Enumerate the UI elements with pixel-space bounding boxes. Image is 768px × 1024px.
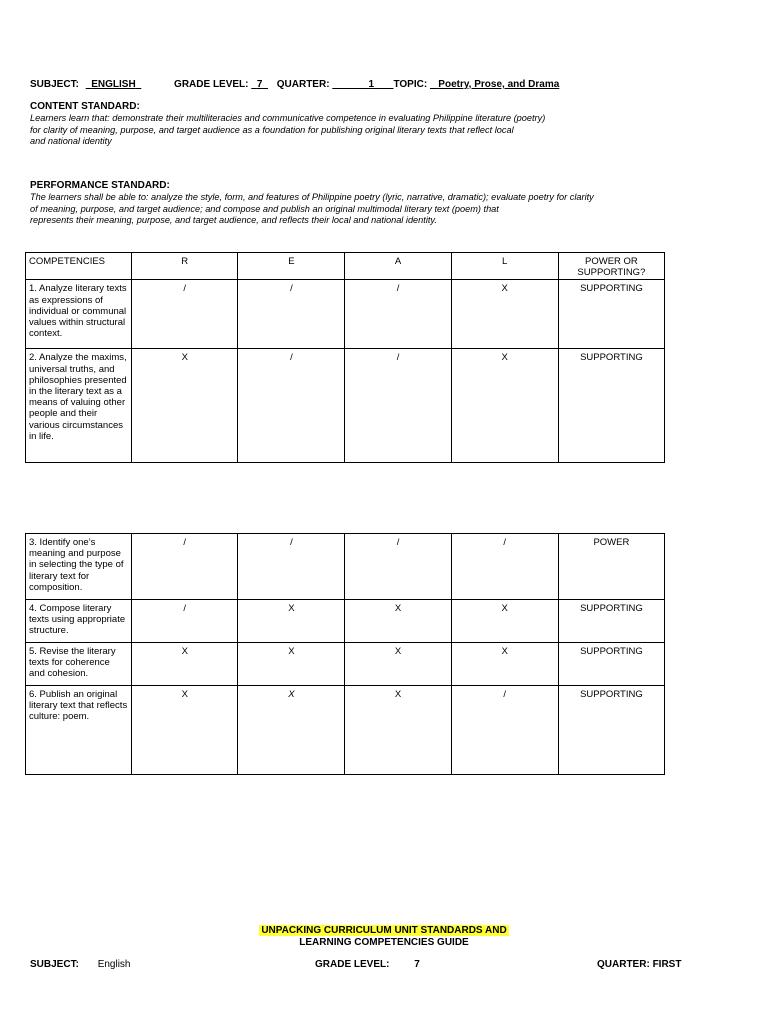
quarter-label: QUARTER: [276,79,330,90]
a-cell: X [345,600,451,643]
table-row [26,534,665,600]
topic-value: Poetry, Prose, and Drama [438,79,560,90]
quarter-value: 1 [368,79,374,90]
a-cell: X [345,643,451,686]
performance-standard-line: The learners shall be able to: analyze the style, form, and features of Philippine poetry (lyric, narrative, dramatic); evaluate poetry for clarity [30,192,594,202]
e-cell: / [238,534,345,600]
l-cell: X [451,280,558,349]
table-row [26,349,665,463]
e-cell: X [238,686,345,775]
subject-value: ENGLISH [91,79,136,90]
footer-grade-label: GRADE LEVEL: [315,959,390,970]
competency-cell: 2. Analyze the maxims, universal truths, and philosophies presented in the literary text as a means of valuing other people and their various circumstances in life. [26,349,132,463]
competency-cell: 6. Publish an original literary text that reflects culture: poem. [26,686,132,775]
r-cell: / [132,534,238,600]
r-cell: X [132,349,238,463]
content-standard-line: and national identity [30,136,112,146]
header-e: E [238,253,345,280]
e-cell: / [238,349,345,463]
header-a: A [345,253,451,280]
footer-subject-label: SUBJECT: [30,959,79,970]
type-cell: SUPPORTING [558,686,664,775]
type-cell: SUPPORTING [558,600,664,643]
competency-cell: 4. Compose literary texts using appropriate structure. [26,600,132,643]
footer-title [0,925,768,949]
e-cell: X [238,600,345,643]
r-cell: X [132,686,238,775]
competency-cell: 1. Analyze literary texts as expressions of individual or communal values within structural context. [26,280,132,349]
content-standard-line: for clarity of meaning, purpose, and target audience as a foundation for publishing original literary texts that reflect local [30,124,514,135]
type-cell: SUPPORTING [558,280,664,349]
e-cell: / [238,280,345,349]
grade-value: 7 [256,79,263,90]
competency-cell: 3. Identify one’s meaning and purpose in selecting the type of literary text for composition. [26,534,132,600]
a-cell: X [345,686,451,775]
subject-label: SUBJECT: [30,79,79,90]
topic-label: TOPIC: [393,79,428,90]
content-standard-text [30,113,670,148]
l-cell: X [451,600,558,643]
l-cell: / [451,686,558,775]
r-cell: / [132,280,238,349]
r-cell: X [132,643,238,686]
header-r: R [132,253,238,280]
footer-title-line2: LEARNING COMPETENCIES GUIDE [299,937,469,948]
footer-grade-value: 7 [414,959,420,970]
l-cell: X [451,349,558,463]
type-cell: SUPPORTING [558,349,664,463]
footer-grade [315,959,420,970]
competency-cell: 5. Revise the literary texts for coherence and cohesion. [26,643,132,686]
performance-standard-title: PERFORMANCE STANDARD: [30,180,170,191]
competency-table-2 [25,533,665,775]
header-power-supporting: POWER OR SUPPORTING? [558,253,664,280]
type-cell: POWER [558,534,664,600]
type-cell: SUPPORTING [558,643,664,686]
a-cell: / [345,534,451,600]
e-cell: X [238,643,345,686]
table-row [26,643,665,686]
performance-standard-text [30,192,690,227]
header-competencies: COMPETENCIES [26,253,132,280]
r-cell: / [132,600,238,643]
footer-quarter-label: QUARTER: [597,959,650,970]
footer-subject [30,959,131,970]
l-cell: X [451,643,558,686]
table-header-row [26,253,665,280]
header-l: L [451,253,558,280]
table-row [26,280,665,349]
content-standard-line: Learners learn that: demonstrate their multiliteracies and communicative competence in evaluating Philippine literature (poetry) [30,113,546,123]
table-row [26,600,665,643]
footer-subject-value: English [97,959,131,970]
performance-standard-line: of meaning, purpose, and target audience; and compose and publish an original multimodal literary text (poem) that [30,203,499,214]
a-cell: / [345,280,451,349]
table-row [26,686,665,775]
performance-standard-line: represents their meaning, purpose, and target audience, and reflects their local and national identity. [30,215,437,225]
footer-quarter [597,959,681,970]
content-standard-title: CONTENT STANDARD: [30,101,140,112]
grade-label: GRADE LEVEL: [174,79,249,90]
l-cell: / [451,534,558,600]
a-cell: / [345,349,451,463]
footer-quarter-value: FIRST [652,959,682,970]
footer-title-line1: UNPACKING CURRICULUM UNIT STANDARDS AND [261,925,507,936]
competency-table-1 [25,252,665,463]
header-line [30,79,559,90]
